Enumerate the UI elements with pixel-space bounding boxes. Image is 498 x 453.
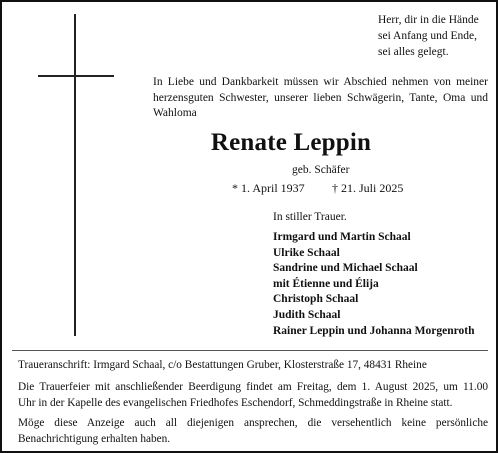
ceremony-line: Die Trauerfeier mit anschließender Beerdigung findet am Freitag, dem 1. August 2025, um 11.00 [18, 381, 488, 393]
verse-line: sei alles gelegt. [378, 46, 449, 58]
mourner-name: Rainer Leppin und Johanna Morgenroth [273, 324, 475, 337]
mourner-name: Ulrike Schaal [273, 246, 340, 259]
deceased-name: Renate Leppin [210, 129, 372, 156]
birth-date: * 1. April 1937 [232, 181, 305, 195]
intro-line: herzensguten Schwester, unserer lieben Schwägerin, Tante, Oma und [153, 91, 488, 104]
mourning-heading: In stiller Trauer. [273, 211, 347, 223]
divider-line [12, 350, 488, 351]
mourner-name: Sandrine und Michael Schaal [273, 262, 418, 275]
mourner-list [273, 230, 495, 339]
mourner-name: Judith Schaal [273, 308, 341, 321]
ceremony-line: Uhr in der Kapelle des evangelischen Friedhofes Eschendorf, Schmeddingstraße in Rheine statt. [18, 396, 453, 409]
verse-block [378, 12, 496, 60]
death-date: † 21. Juli 2025 [332, 181, 404, 195]
cross-icon-horizontal-bar [38, 75, 114, 77]
address-line: Traueranschrift: Irmgard Schaal, c/o Bestattungen Gruber, Klosterstraße 17, 48431 Rheine [18, 359, 427, 371]
verse-line: sei Anfang und Ende, [378, 30, 478, 42]
intro-text [153, 75, 488, 122]
mourner-name: mit Étienne und Élija [273, 277, 379, 290]
intro-line: In Liebe und Dankbarkeit müssen wir Abschied nehmen von meiner [153, 76, 488, 88]
cross-icon-vertical-bar [74, 14, 76, 336]
notice-info [18, 416, 488, 447]
mourner-name: Irmgard und Martin Schaal [273, 231, 411, 243]
maiden-name: geb. Schäfer [292, 164, 350, 176]
ceremony-info [18, 380, 488, 411]
mourner-name: Christoph Schaal [273, 293, 359, 306]
notice-line: Möge diese Anzeige auch all diejenigen ansprechen, die versehentlich keine persönliche [18, 417, 488, 429]
intro-line: Wahloma [153, 107, 197, 119]
verse-line: Herr, dir in die Hände [378, 14, 479, 26]
notice-line: Benachrichtigung erhalten haben. [18, 432, 171, 445]
funeral-address [18, 358, 488, 374]
